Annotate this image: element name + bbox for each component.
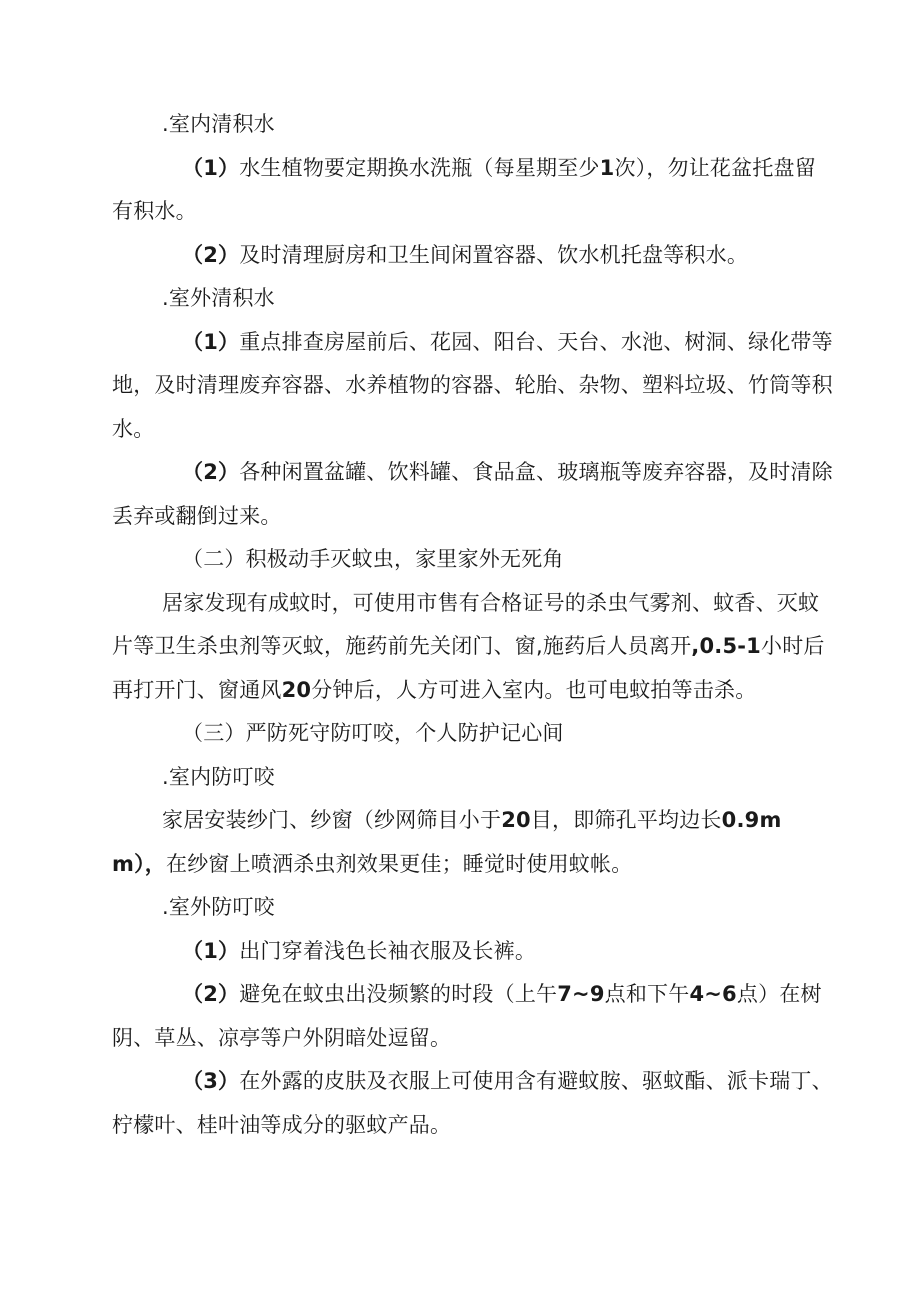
text-run: （2）	[182, 242, 240, 267]
text-run: 1	[599, 155, 615, 180]
paragraph-p9	[112, 712, 834, 756]
text-run: 在纱窗上喷洒杀虫剂效果更佳；睡觉时使用蚊帐。	[166, 851, 633, 876]
paragraph-p12	[112, 886, 834, 930]
text-run: （1）	[182, 155, 240, 180]
text-run: 重点排查房屋前后、花园、阳台、天台、水池、树洞、绿化带等地，及时清理废弃容器、水养植物的容器、轮胎、杂物、塑料垃圾、竹筒等积水。	[112, 329, 833, 441]
paragraph-p2	[112, 147, 834, 234]
text-run: 分钟后，人方可进入室内。也可电蚊拍等击杀。	[311, 677, 757, 702]
paragraph-p11	[112, 799, 834, 886]
paragraph-p5	[112, 321, 834, 452]
text-run: 各种闲置盆罐、饮料罐、食品盒、玻璃瓶等废弃容器，及时清除丢弃或翻倒过来。	[112, 460, 833, 528]
text-run: （三）严防死守防叮咬，个人防护记心间	[182, 721, 564, 745]
document-body	[112, 103, 834, 1147]
text-run: 避免在蚊虫出没频繁的时段（上午	[239, 982, 558, 1006]
text-run: .室外防叮咬	[162, 895, 275, 919]
text-run: （2）	[182, 460, 240, 484]
text-run: 目，即筛孔平均边长	[530, 808, 722, 832]
text-run: （二）积极动手灭蚊虫，家里家外无死角	[182, 547, 564, 571]
text-run: 家居安装纱门、纱窗（纱网筛目小于	[162, 808, 502, 832]
text-run: 点和下午	[604, 982, 690, 1006]
paragraph-p14	[112, 973, 834, 1060]
text-run: （3）	[182, 1069, 240, 1093]
paragraph-p1	[112, 103, 834, 147]
paragraph-p13	[112, 930, 834, 974]
text-run: （2）	[182, 982, 240, 1006]
text-run: .室内清积水	[162, 112, 275, 136]
paragraph-p3	[112, 234, 834, 278]
paragraph-p8	[112, 582, 834, 713]
text-run: 0.9mm	[112, 808, 782, 876]
text-run: 水生植物要定期换水洗瓶（每星期至少	[239, 155, 600, 180]
text-run: 出门穿着浅色长袖衣服及长裤。	[239, 938, 537, 963]
text-run: 7~9	[557, 982, 605, 1006]
text-run: 小时后再打开门、窗通风	[112, 634, 825, 702]
paragraph-p6	[112, 451, 834, 538]
paragraph-p15	[112, 1060, 834, 1147]
text-run: 及时清理厨房和卫生间闲置容器、饮水机托盘等积水。	[239, 242, 749, 267]
text-run: .室外清积水	[162, 286, 275, 310]
paragraph-p7	[112, 538, 834, 582]
text-run: （1）	[182, 938, 240, 963]
text-run: ,0.5-1	[691, 634, 761, 658]
text-run: ），	[134, 851, 166, 876]
paragraph-p4	[112, 277, 834, 321]
text-run: .室内防叮咬	[162, 764, 275, 789]
text-run: 4~6	[689, 982, 737, 1006]
text-run: 点）在树阴、草丛、凉亭等户外阴暗处逗留。	[112, 982, 822, 1050]
text-run: 20	[501, 808, 531, 832]
text-run: 在外露的皮肤及衣服上可使用含有避蚊胺、驱蚊酯、派卡瑞丁、柠檬叶、桂叶油等成分的驱蚊产品。	[112, 1069, 833, 1137]
text-run: 居家发现有成蚊时，可使用市售有合格证号的杀虫气雾剂、蚊香、灭蚊片等卫生杀虫剂等灭蚊，施药前先关闭门、窗,施药后人员离开	[112, 590, 820, 658]
text-run: 20	[281, 677, 312, 702]
text-run: 次），勿让花盆托盘留有积水。	[112, 155, 816, 223]
text-run: （1）	[182, 329, 240, 354]
paragraph-p10	[112, 756, 834, 800]
